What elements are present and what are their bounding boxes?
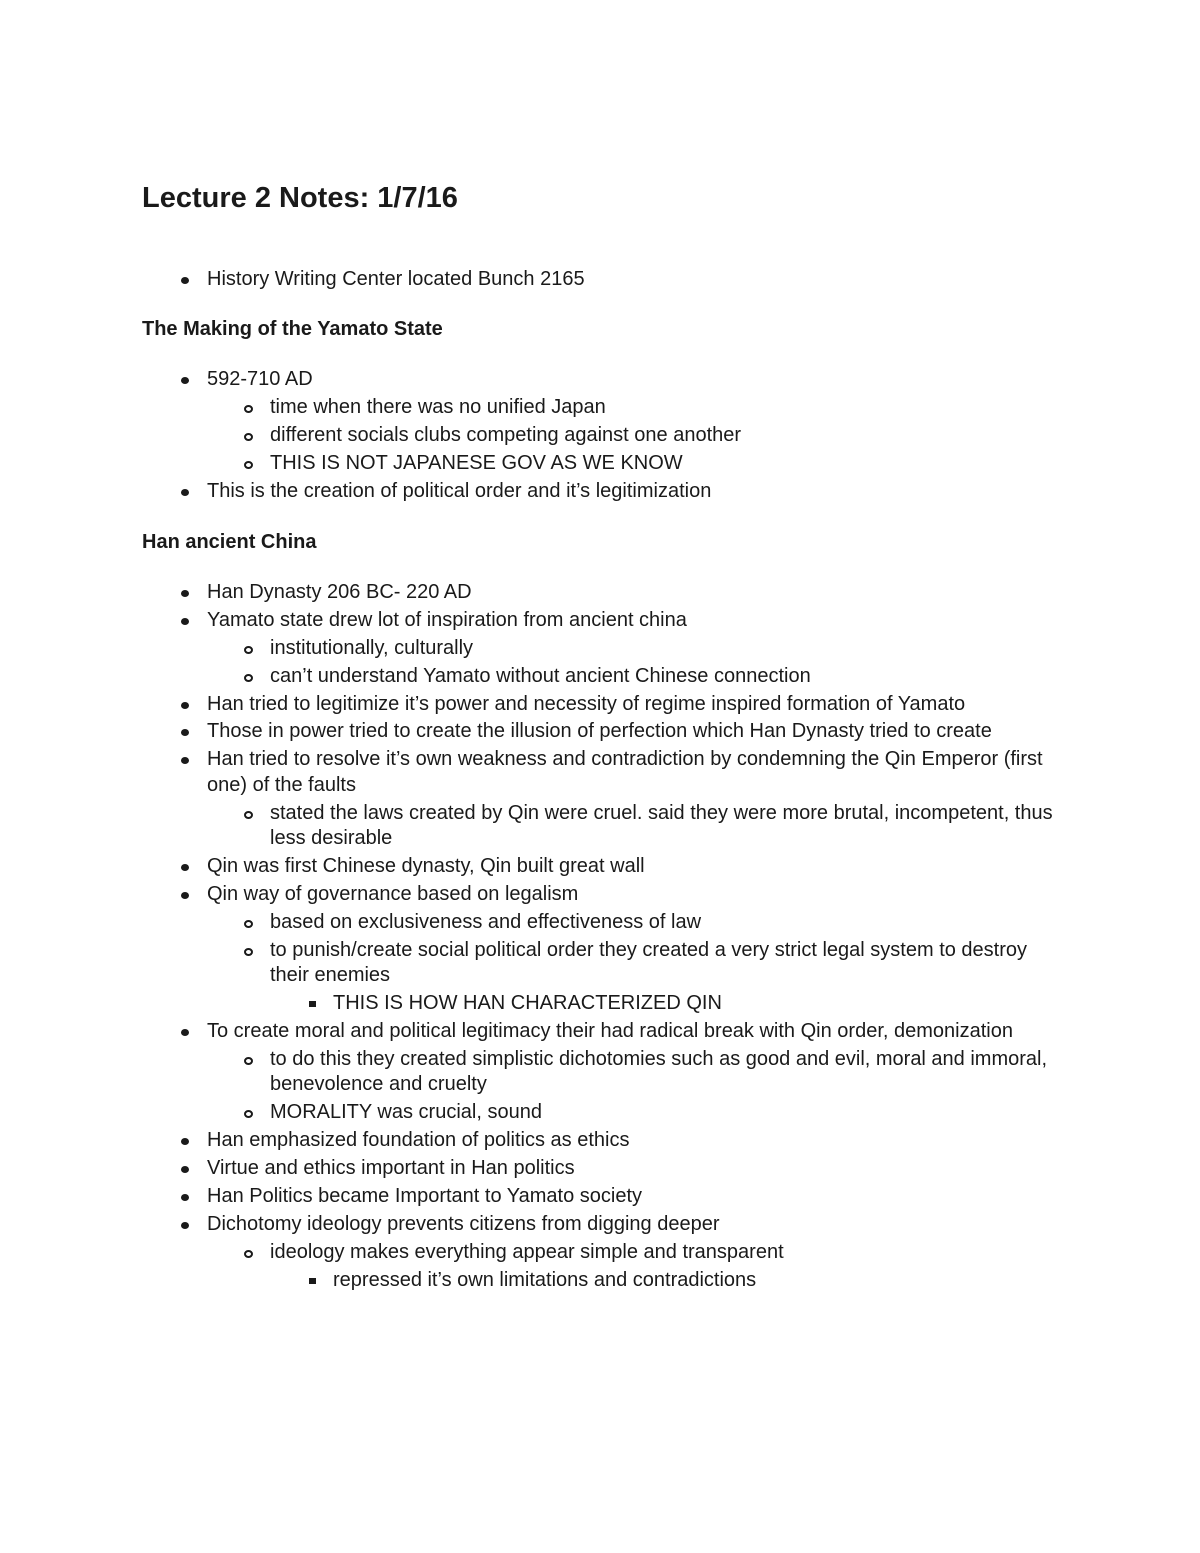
list-item-text: institutionally, culturally: [270, 636, 474, 659]
list-item-text: To create moral and political legitimacy their had radical break with Qin order, demonization: [207, 1020, 1013, 1043]
list-item-text: Virtue and ethics important in Han politics: [207, 1157, 575, 1180]
list-item-text: MORALITY was crucial, sound: [270, 1101, 542, 1124]
filled-circle-bullet-icon: [181, 702, 189, 709]
hollow-circle-bullet-icon: [244, 1110, 253, 1118]
list-item: [0, 267, 1067, 293]
list-item: [0, 1100, 1060, 1126]
filled-circle-bullet-icon: [181, 729, 189, 736]
han-notes-list: [0, 580, 1200, 1296]
list-item: [0, 367, 1067, 393]
list-item: [0, 692, 1067, 718]
list-item-text: can’t understand Yamato without ancient Chinese connection: [270, 664, 811, 687]
list-item: [0, 451, 1060, 477]
filled-circle-bullet-icon: [181, 1222, 189, 1229]
list-item-text: stated the laws created by Qin were cruel. said they were more brutal, incompetent, thus less desirable: [270, 801, 1053, 850]
list-item-text: Han tried to legitimize it’s power and necessity of regime inspired formation of Yamato: [207, 692, 966, 715]
yamato-notes-list: [0, 367, 1200, 506]
filled-circle-bullet-icon: [181, 1166, 189, 1173]
filled-circle-bullet-icon: [181, 757, 189, 764]
list-item-text: based on exclusiveness and effectiveness of law: [270, 910, 702, 933]
hollow-circle-bullet-icon: [244, 1057, 253, 1065]
list-item-text: THIS IS NOT JAPANESE GOV AS WE KNOW: [270, 451, 683, 474]
list-item: [0, 910, 1060, 936]
section-heading-yamato: The Making of the Yamato State: [142, 318, 443, 340]
list-item: [0, 580, 1067, 606]
list-item-text: This is the creation of political order and it’s legitimization: [207, 479, 712, 502]
list-item-text: Han Dynasty 206 BC- 220 AD: [207, 581, 472, 603]
list-item: [0, 1184, 1067, 1210]
hollow-circle-bullet-icon: [244, 920, 253, 928]
list-item: [0, 801, 1060, 852]
hollow-circle-bullet-icon: [244, 1250, 253, 1258]
list-item: [0, 854, 1067, 880]
list-item: [0, 423, 1060, 449]
list-item: [0, 882, 1067, 908]
list-item: [0, 1156, 1067, 1182]
list-item-text: Qin was first Chinese dynasty, Qin built great wall: [207, 855, 645, 878]
list-item: [0, 608, 1067, 634]
filled-circle-bullet-icon: [181, 1194, 189, 1201]
list-item-text: Qin way of governance based on legalism: [207, 883, 579, 906]
list-item: [0, 991, 1063, 1017]
list-item: [0, 938, 1060, 989]
list-item-text: repressed it’s own limitations and contradictions: [333, 1268, 757, 1291]
list-item: [0, 1128, 1067, 1154]
list-item-text: time when there was no unified Japan: [270, 395, 606, 418]
list-item-text: ideology makes everything appear simple and transparent: [270, 1240, 784, 1263]
filled-circle-bullet-icon: [181, 1138, 189, 1145]
page-title: Lecture 2 Notes: 1/7/16: [142, 182, 458, 214]
list-item-text: to do this they created simplistic dichotomies such as good and evil, moral and immoral, benevolence and cruelty: [270, 1047, 1048, 1096]
list-item-text: to punish/create social political order they created a very strict legal system to destroy their enemies: [270, 938, 1028, 987]
filled-circle-bullet-icon: [181, 377, 189, 384]
hollow-circle-bullet-icon: [244, 433, 253, 441]
hollow-circle-bullet-icon: [244, 405, 253, 413]
list-item-text: History Writing Center located Bunch 2165: [207, 268, 585, 290]
filled-circle-bullet-icon: [181, 892, 189, 899]
list-item: [0, 747, 1067, 798]
hollow-circle-bullet-icon: [244, 948, 253, 956]
filled-circle-bullet-icon: [181, 1029, 189, 1036]
filled-circle-bullet-icon: [181, 590, 189, 597]
list-item-text: Han tried to resolve it’s own weakness and contradiction by condemning the Qin Emperor (first one) of the faults: [207, 748, 1043, 796]
list-item-text: different socials clubs competing against one another: [270, 423, 742, 446]
hollow-circle-bullet-icon: [244, 674, 253, 682]
list-item-text: THIS IS HOW HAN CHARACTERIZED QIN: [333, 992, 722, 1015]
list-item-text: Dichotomy ideology prevents citizens from digging deeper: [207, 1212, 720, 1235]
list-item: [0, 636, 1060, 662]
list-item-text: 592-710 AD: [207, 368, 313, 390]
list-item: [0, 719, 1067, 745]
list-item: [0, 395, 1060, 421]
section-heading-han: Han ancient China: [142, 531, 317, 553]
filled-circle-bullet-icon: [181, 277, 189, 284]
hollow-circle-bullet-icon: [244, 646, 253, 654]
filled-circle-bullet-icon: [181, 864, 189, 871]
hollow-circle-bullet-icon: [244, 811, 253, 819]
list-item: [0, 1047, 1060, 1098]
list-item: [0, 1268, 1063, 1294]
list-item: [0, 1212, 1067, 1238]
list-item-text: Yamato state drew lot of inspiration from ancient china: [207, 608, 687, 631]
square-bullet-icon: [309, 1001, 316, 1007]
list-item: [0, 479, 1067, 505]
list-item: [0, 1019, 1067, 1045]
hollow-circle-bullet-icon: [244, 461, 253, 469]
list-item-text: Those in power tried to create the illusion of perfection which Han Dynasty tried to create: [207, 720, 992, 743]
intro-list: [0, 267, 1200, 295]
list-item: [0, 664, 1060, 690]
filled-circle-bullet-icon: [181, 489, 189, 496]
list-item-text: Han emphasized foundation of politics as ethics: [207, 1129, 630, 1152]
list-item-text: Han Politics became Important to Yamato society: [207, 1185, 643, 1208]
square-bullet-icon: [309, 1278, 316, 1284]
list-item: [0, 1240, 1060, 1266]
filled-circle-bullet-icon: [181, 618, 189, 625]
